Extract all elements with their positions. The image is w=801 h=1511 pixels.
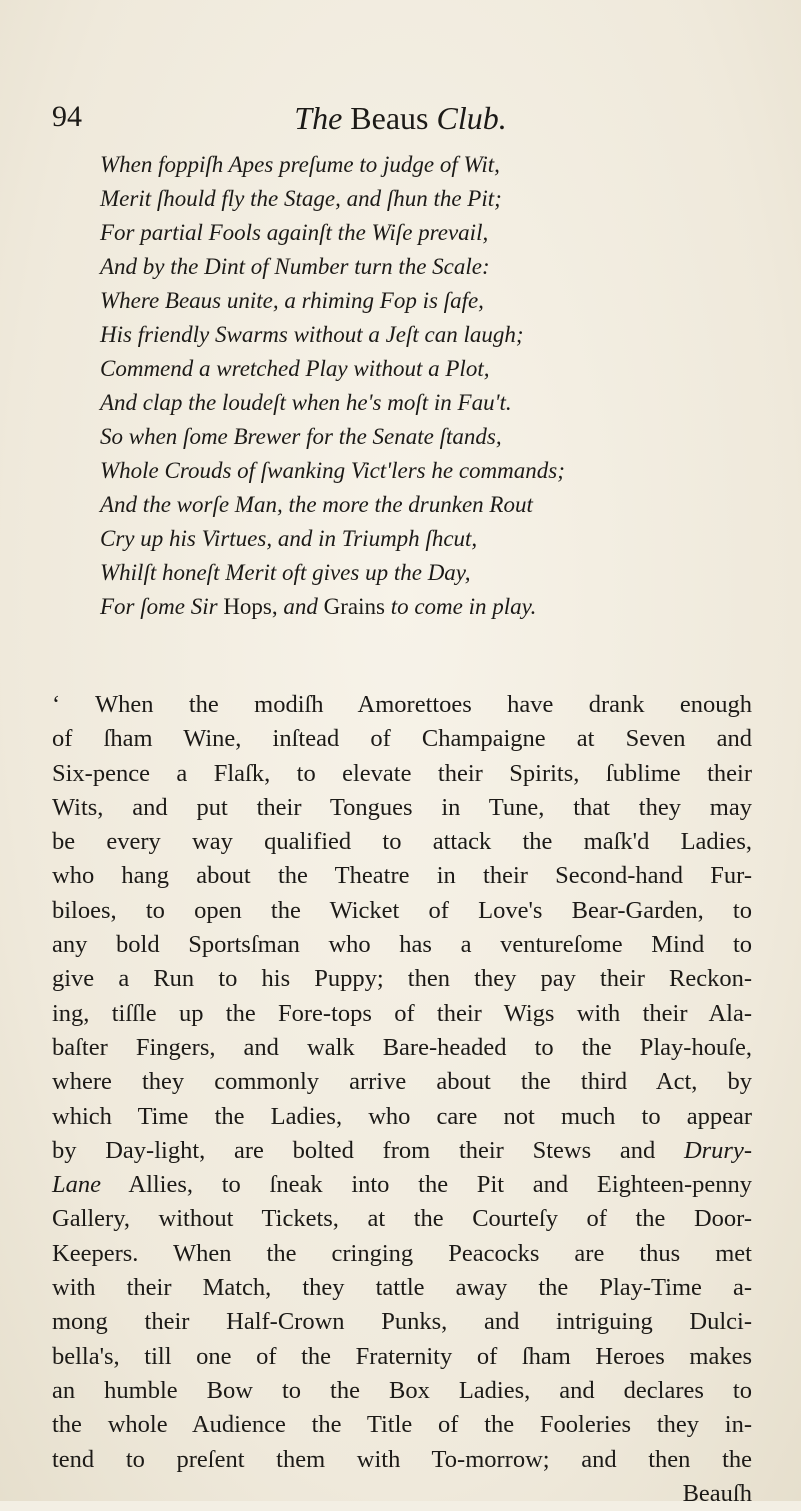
prose-line: ing, tiſſle up the Fore-tops of their Wigs with their Ala- [52, 999, 752, 1027]
prose-line: baſter Fingers, and walk Bare-headed to the Play-houſe, [52, 1033, 752, 1061]
verse-line [100, 556, 780, 590]
verse-text: Cry up his Virtues, and in Triumph ſhcut, [100, 526, 478, 551]
prose-line: by Day-light, are bolted from their Stews and Drury- [52, 1136, 752, 1164]
verse-text: His friendly Swarms without a Jeſt can laugh; [100, 322, 524, 347]
prose-line: give a Run to his Puppy; then they pay their Reckon- [52, 965, 752, 993]
verse-block [100, 148, 780, 624]
prose-line: Gallery, without Tickets, at the Courteſy of the Door- [52, 1205, 752, 1233]
verse-line [100, 216, 780, 250]
prose-line: an humble Bow to the Box Ladies, and declares to [52, 1376, 752, 1404]
verse-text: and [283, 594, 318, 619]
verse-text: Merit ſhould fly the Stage, and ſhun the Pit; [100, 186, 502, 211]
verse-text: Where Beaus unite, a rhiming Fop is ſafe, [100, 288, 484, 313]
verse-text: to come in play. [390, 594, 537, 619]
prose-line: the whole Audience the Title of the Fooleries they in- [52, 1411, 752, 1439]
verse-text: Whilſt honeſt Merit oft gives up the Day, [100, 560, 471, 585]
prose-line: which Time the Ladies, who care not much to appear [52, 1102, 752, 1130]
verse-text: Hops, [223, 594, 278, 619]
prose-line: biloes, to open the Wicket of Love's Bear-Garden, to [52, 896, 752, 924]
prose-line: Beauſh [682, 1479, 752, 1507]
running-head-roman: Beaus [350, 100, 429, 136]
verse-line [100, 148, 780, 182]
prose-line: of ſham Wine, inſtead of Champaigne at Seven and [52, 725, 752, 753]
verse-text: And the worſe Man, the more the drunken Rout [100, 492, 533, 517]
verse-line [100, 420, 780, 454]
verse-line [100, 250, 780, 284]
verse-text: And by the Dint of Number turn the Scale: [100, 254, 490, 279]
prose-line: ‘ When the modiſh Amorettoes have drank enough [52, 691, 752, 718]
verse-text: Commend a wretched Play without a Plot, [100, 356, 490, 381]
verse-line [100, 488, 780, 522]
prose-line: tend to preſent them with To-morrow; and then the [52, 1445, 752, 1473]
verse-line [100, 352, 780, 386]
prose-line: be every way qualified to attack the maſk'd Ladies, [52, 828, 752, 856]
verse-line [100, 284, 780, 318]
prose-line: where they commonly arrive about the third Act, by [52, 1068, 752, 1096]
running-head-italic: The [294, 100, 343, 136]
prose-line: any bold Sportsſman who has a ventureſome Mind to [52, 931, 752, 959]
running-head-italic-2: Club. [436, 100, 507, 136]
page-header [52, 100, 749, 140]
verse-text: And clap the loudeſt when he's moſt in Fau't. [100, 390, 512, 415]
verse-text: For ſome Sir [100, 594, 218, 619]
verse-text: When foppiſh Apes preſume to judge of Wit, [100, 152, 500, 177]
prose-line: bella's, till one of the Fraternity of ſham Heroes makes [52, 1342, 752, 1370]
prose-line: who hang about the Theatre in their Second-hand Fur- [52, 862, 752, 890]
verse-line [100, 386, 780, 420]
running-head [52, 100, 749, 137]
prose-line: Keepers. When the cringing Peacocks are thus met [52, 1239, 752, 1267]
page-number: 94 [52, 100, 82, 133]
verse-line [100, 318, 780, 352]
verse-line [100, 522, 780, 556]
verse-line [100, 182, 780, 216]
prose-line: mong their Half-Crown Punks, and intriguing Dulci- [52, 1308, 752, 1336]
prose-line: Lane Allies, to ſneak into the Pit and Eighteen-penny [52, 1171, 752, 1199]
prose-line: with their Match, they tattle away the Play-Time a- [52, 1274, 752, 1302]
verse-text: Whole Crouds of ſwanking Vict'lers he commands; [100, 458, 565, 483]
verse-text: Grains [323, 594, 385, 619]
verse-line [100, 590, 780, 624]
verse-text: So when ſome Brewer for the Senate ſtands, [100, 424, 502, 449]
prose-line: Wits, and put their Tongues in Tune, that they may [52, 793, 752, 821]
verse-text: For partial Fools againſt the Wiſe prevail, [100, 220, 489, 245]
prose-line: Six-pence a Flaſk, to elevate their Spirits, ſublime their [52, 759, 752, 787]
verse-line [100, 454, 780, 488]
prose-paragraph [52, 688, 752, 1511]
